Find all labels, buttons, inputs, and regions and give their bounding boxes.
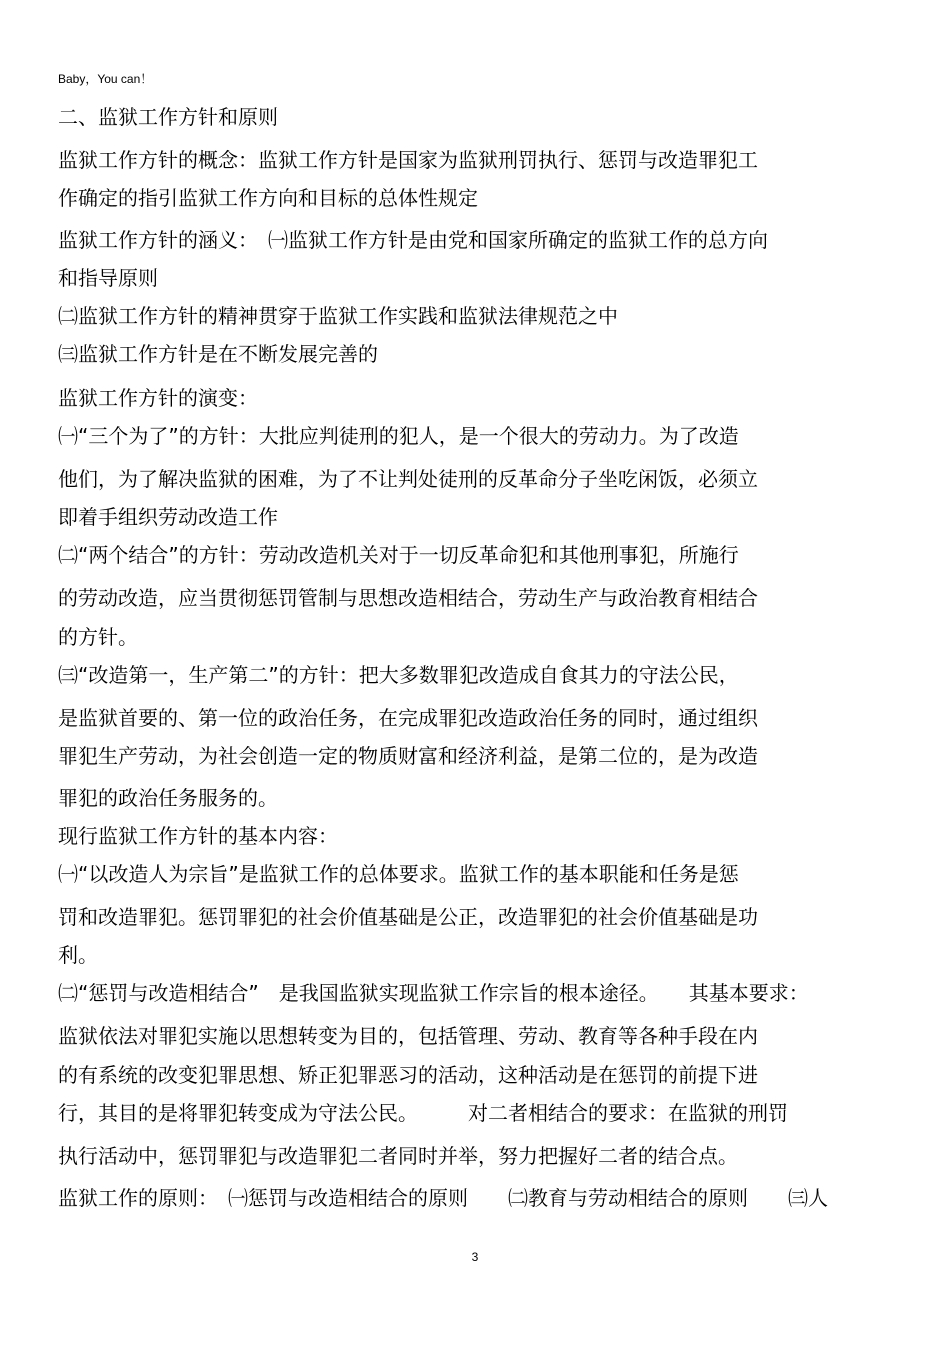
text-line: ㈡“两个结合”的方针：劳动改造机关对于一切反革命犯和其他刑事犯，所施行 bbox=[58, 543, 739, 567]
text-line: ㈠“三个为了”的方针：大批应判徒刑的犯人，是一个很大的劳动力。为了改造 bbox=[58, 424, 739, 448]
text-line: 的劳动改造，应当贯彻惩罚管制与思想改造相结合，劳动生产与政治教育相结合 bbox=[58, 586, 758, 610]
text-line: 监狱工作方针的演变： bbox=[58, 386, 258, 410]
text-line: 即着手组织劳动改造工作 bbox=[58, 505, 278, 529]
text-line: 和指导原则 bbox=[58, 266, 158, 290]
text-line: ㈢“改造第一，生产第二”的方针：把大多数罪犯改造成自食其力的守法公民， bbox=[58, 663, 739, 687]
text-line: 作确定的指引监狱工作方向和目标的总体性规定 bbox=[58, 186, 478, 210]
section-heading: 二、监狱工作方针和原则 bbox=[58, 105, 278, 129]
text-line: 监狱工作方针的涵义： ㈠监狱工作方针是由党和国家所确定的监狱工作的总方向 bbox=[58, 228, 768, 252]
page-number: 3 bbox=[471, 1250, 479, 1264]
text-line: 监狱工作的原则： ㈠惩罚与改造相结合的原则 ㈡教育与劳动相结合的原则 ㈢人 bbox=[58, 1186, 828, 1210]
text-line: 罪犯生产劳动，为社会创造一定的物质财富和经济利益，是第二位的，是为改造 bbox=[58, 744, 758, 768]
text-line: 监狱依法对罪犯实施以思想转变为目的，包括管理、劳动、教育等各种手段在内 bbox=[58, 1024, 758, 1048]
text-line: ㈠“以改造人为宗旨”是监狱工作的总体要求。监狱工作的基本职能和任务是惩 bbox=[58, 862, 739, 886]
text-line: ㈢监狱工作方针是在不断发展完善的 bbox=[58, 342, 378, 366]
text-line: ㈡“惩罚与改造相结合” 是我国监狱实现监狱工作宗旨的根本途径。 其基本要求： bbox=[58, 981, 809, 1005]
text-line: 利。 bbox=[58, 943, 98, 967]
text-line: 行，其目的是将罪犯转变成为守法公民。 对二者相结合的要求：在监狱的刑罚 bbox=[58, 1101, 788, 1125]
text-line: 他们，为了解决监狱的困难，为了不让判处徒刑的反革命分子坐吃闲饭，必须立 bbox=[58, 467, 758, 491]
text-line: 是监狱首要的、第一位的政治任务，在完成罪犯改造政治任务的同时，通过组织 bbox=[58, 706, 758, 730]
text-line: ㈡监狱工作方针的精神贯穿于监狱工作实践和监狱法律规范之中 bbox=[58, 304, 618, 328]
text-line: 执行活动中，惩罚罪犯与改造罪犯二者同时并举，努力把握好二者的结合点。 bbox=[58, 1144, 738, 1168]
page-header: Baby，You can！ bbox=[58, 72, 153, 86]
text-line: 的有系统的改变犯罪思想、矫正犯罪恶习的活动，这种活动是在惩罚的前提下进 bbox=[58, 1063, 758, 1087]
text-line: 监狱工作方针的概念：监狱工作方针是国家为监狱刑罚执行、惩罚与改造罪犯工 bbox=[58, 148, 758, 172]
text-line: 罚和改造罪犯。惩罚罪犯的社会价值基础是公正，改造罪犯的社会价值基础是功 bbox=[58, 905, 758, 929]
text-line: 的方针。 bbox=[58, 625, 138, 649]
text-line: 罪犯的政治任务服务的。 bbox=[58, 786, 278, 810]
text-line: 现行监狱工作方针的基本内容： bbox=[58, 824, 338, 848]
